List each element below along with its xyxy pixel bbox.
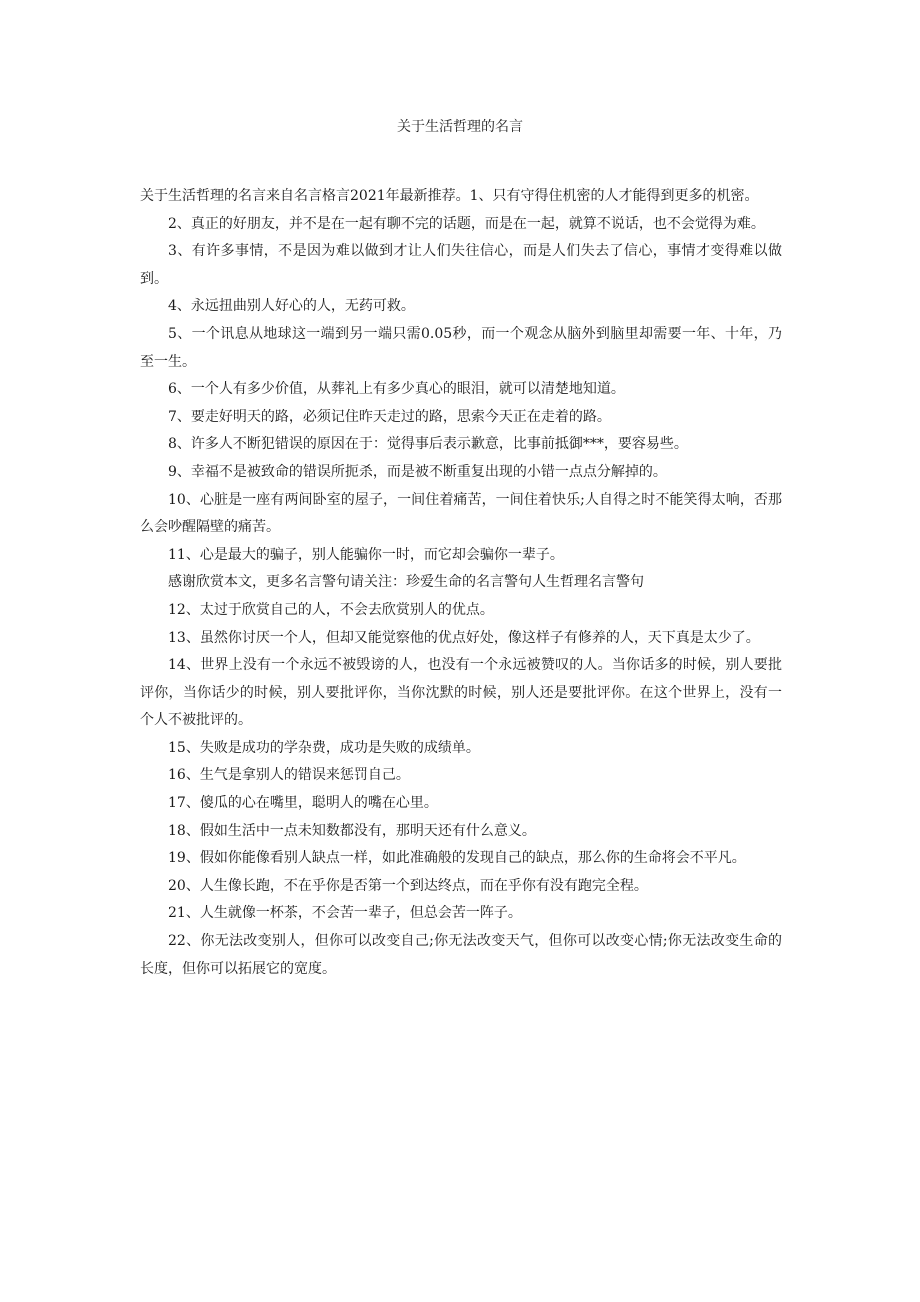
quote-18: 18、假如生活中一点未知数都没有，那明天还有什么意义。 <box>168 822 536 839</box>
quote-6: 6、一个人有多少价值，从葬礼上有多少真心的眼泪，就可以清楚地知道。 <box>168 381 625 398</box>
document-body <box>140 183 782 983</box>
quote-21: 21、人生就像一杯茶，不会苦一辈子，但总会苦一阵子。 <box>168 905 522 922</box>
quote-22: 22、你无法改变别人，但你可以改变自己;你无法改变天气，但你可以改变心情;你无法改变生命的长度，但你可以拓展它的宽度。 <box>140 933 782 977</box>
quote-13: 13、虽然你讨厌一个人，但却又能觉察他的优点好处，像这样子有修养的人，天下真是太少了。 <box>168 629 760 646</box>
paragraph-intro: 关于生活哲理的名言来自名言格言2021年最新推荐。1、只有守得住机密的人才能得到更多的机密。 <box>140 188 759 204</box>
promo-note: 感谢欣赏本文，更多名言警句请关注：珍爱生命的名言警句人生哲理名言警句 <box>168 574 644 591</box>
quote-20: 20、人生像长跑，不在乎你是否第一个到达终点，而在乎你有没有跑完全程。 <box>168 877 648 894</box>
quote-19: 19、假如你能像看别人缺点一样，如此准确般的发现自己的缺点，那么你的生命将会不平凡。 <box>168 850 746 867</box>
quote-11: 11、心是最大的骗子，别人能骗你一时，而它却会骗你一辈子。 <box>168 546 564 563</box>
quote-17: 17、傻瓜的心在嘴里，聪明人的嘴在心里。 <box>168 795 438 812</box>
quote-2: 2、真正的好朋友，并不是在一起有聊不完的话题，而是在一起，就算不说话，也不会觉得为难。 <box>168 215 765 232</box>
quote-4: 4、永远扭曲别人好心的人，无药可救。 <box>168 298 415 315</box>
quote-14: 14、世界上没有一个永远不被毁谤的人，也没有一个永远被赞叹的人。当你话多的时候，别人要批评你，当你话少的时候，别人要批评你，当你沈默的时候，别人还是要批评你。在这个世界上，没有一个人不被批评的。 <box>140 657 782 729</box>
quote-12: 12、太过于欣赏自己的人，不会去欣赏别人的优点。 <box>168 601 494 618</box>
document-title: 关于生活哲理的名言 <box>397 119 523 135</box>
quote-15: 15、失败是成功的学杂费，成功是失败的成绩单。 <box>168 739 480 756</box>
quote-9: 9、幸福不是被致命的错误所扼杀，而是被不断重复出现的小错一点点分解掉的。 <box>168 463 667 480</box>
quote-7: 7、要走好明天的路，必须记住昨天走过的路，思索今天正在走着的路。 <box>168 408 611 425</box>
quote-3: 3、有许多事情，不是因为难以做到才让人们失往信心，而是人们失去了信心，事情才变得难以做到。 <box>140 243 782 287</box>
quote-5: 5、一个讯息从地球这一端到另一端只需0.05秒，而一个观念从脑外到脑里却需要一年、十年，乃至一生。 <box>140 325 782 370</box>
quote-10: 10、心脏是一座有两间卧室的屋子，一间住着痛苦，一间住着快乐;人自得之时不能笑得太响，否那么会吵醒隔壁的痛苦。 <box>140 491 782 536</box>
quote-16: 16、生气是拿别人的错误来惩罚自己。 <box>168 767 410 784</box>
quote-8: 8、许多人不断犯错误的原因在于：觉得事后表示歉意，比事前抵御***，要容易些。 <box>168 436 688 453</box>
